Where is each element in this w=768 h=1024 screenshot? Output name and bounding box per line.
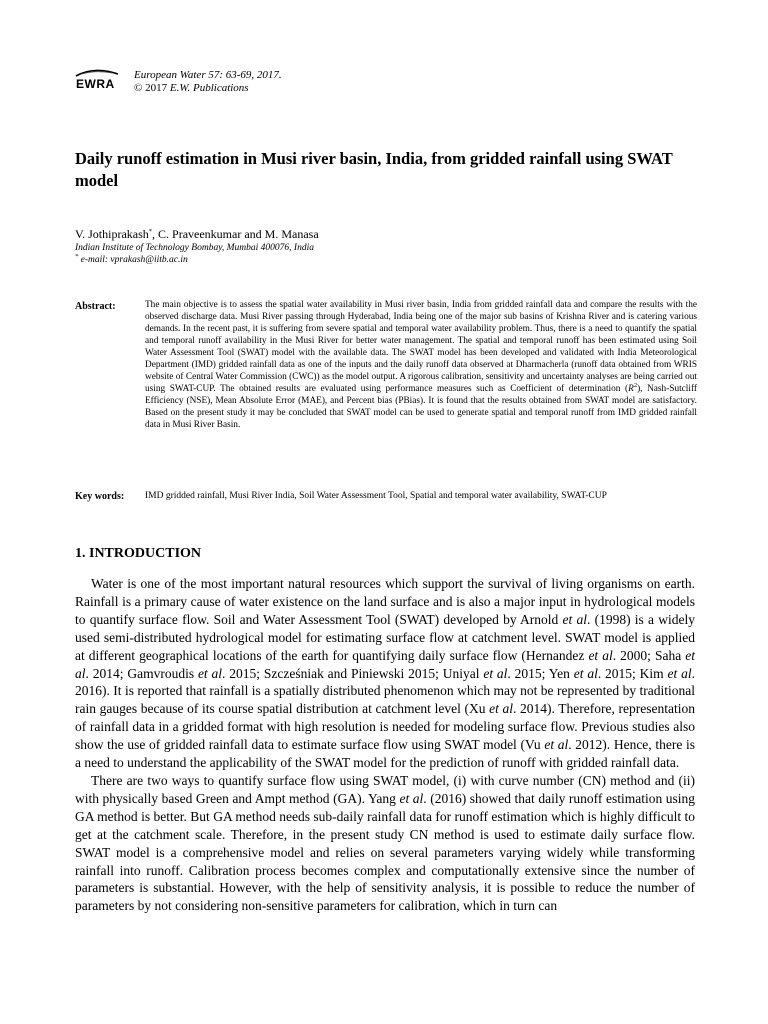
affiliation: Indian Institute of Technology Bombay, Mumbai 400076, India bbox=[75, 243, 314, 253]
section-heading: 1. INTRODUCTION bbox=[75, 546, 202, 561]
copyright-prefix: © 2017 bbox=[134, 82, 170, 94]
journal-line: European Water 57: 63-69, 2017. bbox=[134, 69, 282, 81]
text-run: . 2000; Saha bbox=[612, 647, 686, 663]
corresponding-mark: * bbox=[148, 228, 153, 235]
text-run: . 2016). It is reported that rainfall is a spatially distributed phenomenon which may not be represented by traditional rain gauges because of its course spatial distribution at catchment level (Xu bbox=[75, 665, 695, 717]
intro-paragraph-1 bbox=[75, 575, 695, 772]
copyright-publisher: E.W. Publications bbox=[169, 82, 249, 94]
first-author: V. Jothiprakash bbox=[75, 227, 149, 241]
et-al: et al bbox=[197, 665, 223, 681]
author-list bbox=[75, 227, 695, 241]
keywords-label: Key words: bbox=[75, 491, 125, 502]
et-al: et al bbox=[489, 701, 513, 717]
section-body bbox=[75, 575, 695, 915]
r2-symbol: R bbox=[628, 383, 634, 394]
et-al: et al bbox=[75, 647, 695, 681]
text-run: . 2014; Gamvroudis bbox=[85, 665, 198, 681]
et-al: et al bbox=[399, 790, 424, 806]
abstract-label: Abstract: bbox=[75, 301, 116, 312]
et-al: et al bbox=[562, 611, 587, 627]
text-run: . (1998) is a widely used semi-distributed hydrological model for estimating surface flow at catchment level. SWAT model is applied at different geographical locations of the earth for quantifying daily surface flow (Hernandez bbox=[75, 611, 695, 663]
email: e-mail: vprakash@iitb.ac.in bbox=[78, 255, 188, 265]
journal-logo bbox=[72, 68, 124, 98]
text-run: . 2015; Kim bbox=[597, 665, 668, 681]
et-al: et al bbox=[667, 665, 692, 681]
email-mark: * bbox=[75, 252, 79, 260]
text-run: . 2015; Szcześniak and Piniewski 2015; Uniyal bbox=[222, 665, 484, 681]
intro-paragraph-2 bbox=[75, 772, 695, 915]
text-run: . 2014). Therefore, representation of rainfall data in a gridded format with high resolution is needed for modeling surface flow. Previous studies also show the use of gridded rainfall data to estimate surface flow using SWAT model (Vu bbox=[75, 701, 695, 753]
r2-exponent: 2 bbox=[633, 381, 638, 389]
text-run: . 2012). Hence, there is a need to understand the applicability of the SWAT model for the prediction of runoff with gridded rainfall data. bbox=[75, 737, 695, 771]
text-run: . (2016) showed that daily runoff estimation using GA method is better. But GA method needs sub-daily rainfall data for runoff estimation which is highly difficult to get at the catchment scale. Therefore, in the present study CN method is used to estimate daily surface flow. SWAT model is a comprehensive model and relies on several parameters varying widely while transforming rainfall into runoff. Calibration process becomes complex and computationally extensive since the number of parameters is substantial. However, with the help of sensitivity analysis, it is possible to reduce the number of parameters by not considering non-sensitive parameters for calibration, which in turn can bbox=[75, 790, 696, 914]
text-run: Water is one of the most important natural resources which support the survival of living organisms on earth. Rainfall is a primary cause of water existence on the land surface and is also a major input in hydrological models to quantify surface flow. Soil and Water Assessment Tool (SWAT) developed by Arnold bbox=[75, 576, 695, 627]
email-line bbox=[75, 254, 188, 266]
keywords-text: IMD gridded rainfall, Musi River India, Soil Water Assessment Tool, Spatial and temporal water availability, SWAT-CUP bbox=[145, 491, 607, 501]
paper-title: Daily runoff estimation in Musi river basin, India, from gridded rainfall using SWAT model bbox=[75, 149, 673, 190]
text-run: . 2015; Yen bbox=[507, 665, 574, 681]
et-al: et al bbox=[544, 737, 569, 753]
et-al: et al bbox=[483, 665, 508, 681]
abstract-text bbox=[145, 300, 697, 431]
et-al: et al bbox=[573, 665, 598, 681]
abstract-part-2: ), Nash-Sutcliff Efficiency (NSE), Mean Absolute Error (MAE), and Percent bias (PBias). It is found that the results obtained from SWAT model are satisfactory. Based on the present study it may be concluded that SWAT model can be used to generate spatial and temporal runoff from IMD gridded rainfall data in Musi River Basin. bbox=[145, 383, 697, 430]
abstract-part-1: The main objective is to assess the spatial water availability in Musi river basin, India from gridded rainfall data and compare the results with the observed discharge data. Musi River passing through Hyderabad, India being one of the major sub basins of Krishna River and is catering various demands. In the recent past, it is suffering from severe spatial and temporal water availability problem. Thus, there is a need to quantify the spatial and temporal runoff availability in the Musi River for better water management. The spatial and temporal runoff has been estimated using Soil Water Assessment Tool (SWAT) model with the available data. The SWAT model has been developed and validated with India Meteorological Department (IMD) gridded rainfall data as one of the inputs and the daily runoff data observed at Dharmacherla (runoff data obtained from WRIS website of Central Water Commission (CWC)) as the model output. A rigorous calibration, sensitivity and uncertainty analyses are being carried out using SWAT-CUP. The obtained results are evaluated using performance measures such as Coefficient of determination ( bbox=[145, 300, 697, 394]
other-authors: , C. Praveenkumar and M. Manasa bbox=[152, 227, 319, 241]
et-al: et al bbox=[588, 647, 613, 663]
logo-text: EWRA bbox=[76, 77, 115, 91]
text-run: There are two ways to quantify surface flow using SWAT model, (i) with curve number (CN) method and (ii) with physically based Green and Ampt method (GA). Yang bbox=[75, 772, 695, 806]
journal-info bbox=[134, 69, 282, 95]
